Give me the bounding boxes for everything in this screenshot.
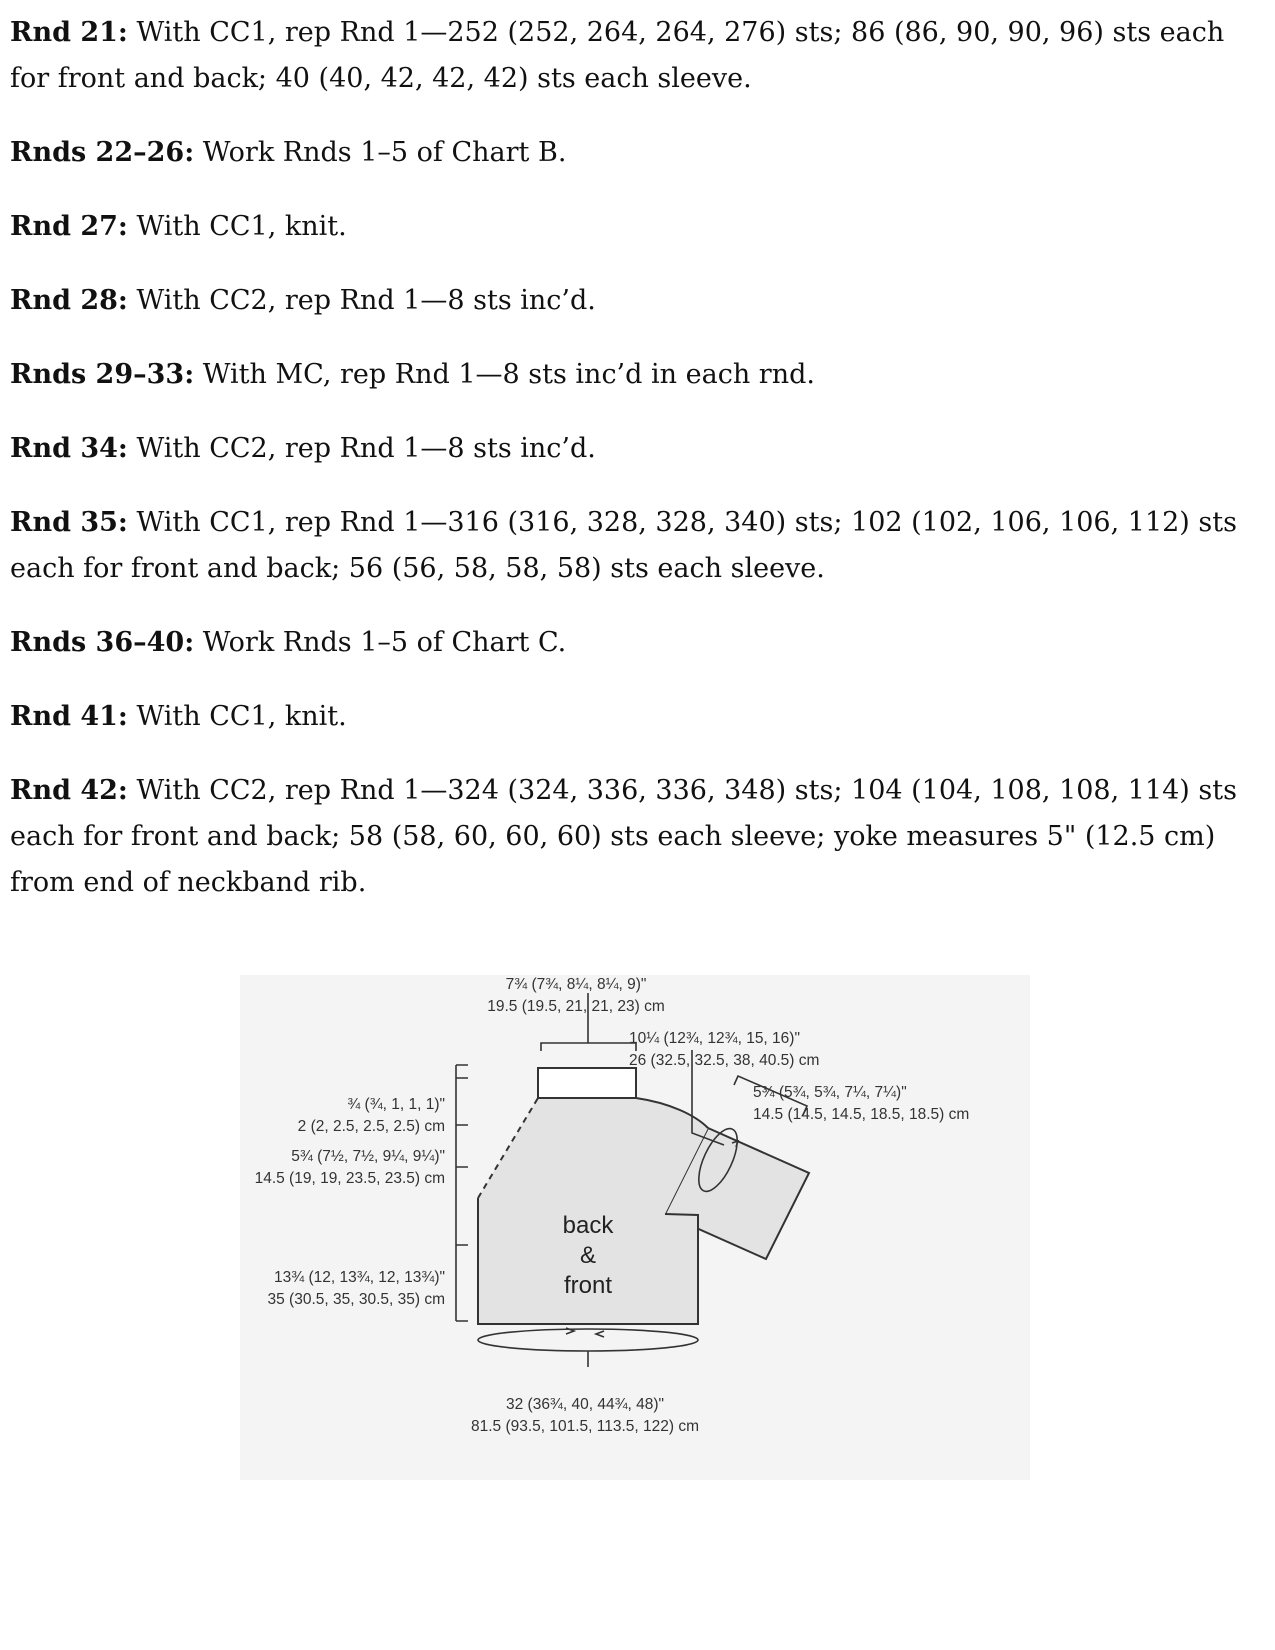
- instruction-label: Rnds 36–40:: [10, 627, 195, 658]
- body-label-front: front: [563, 1272, 613, 1299]
- chest-cm-label: 81.5 (93.5, 101.5, 113.5, 122) cm: [470, 1418, 700, 1435]
- instruction-rnd-35: [10, 500, 1240, 592]
- instruction-text: With MC, rep Rnd 1—8 sts inc’d in each rnd.: [194, 359, 815, 390]
- instruction-label: Rnd 41:: [10, 701, 128, 732]
- neckband-cm-label: 2 (2, 2.5, 2.5, 2.5) cm: [297, 1118, 445, 1135]
- instruction-rnd-27: [10, 204, 1240, 250]
- instruction-text: With CC1, knit.: [127, 701, 347, 732]
- upper-arm-cm-label: 26 (32.5, 32.5, 38, 40.5) cm: [629, 1052, 820, 1069]
- upper-arm-in-label: 10¼ (12¾, 12¾, 15, 16)": [629, 1030, 800, 1047]
- instruction-text: With CC2, rep Rnd 1—8 sts inc’d.: [127, 285, 596, 316]
- sleeve-length-in-label: 5¾ (5¾, 5¾, 7¼, 7¼)": [753, 1084, 907, 1101]
- body-length-in-label: 13¾ (12, 13¾, 12, 13¾)": [274, 1269, 445, 1286]
- body-length-cm-label: 35 (30.5, 35, 30.5, 35) cm: [267, 1291, 445, 1308]
- instruction-rnds-29-33: [10, 352, 1240, 398]
- pattern-instructions: [10, 10, 1240, 934]
- instruction-label: Rnd 21:: [10, 17, 128, 48]
- instruction-rnd-42: [10, 768, 1240, 906]
- body-label-ampersand: &: [579, 1242, 597, 1269]
- neckband-in-label: ¾ (¾, 1, 1, 1)": [347, 1096, 445, 1113]
- instruction-rnd-28: [10, 278, 1240, 324]
- instruction-text: With CC1, rep Rnd 1—252 (252, 264, 264, 276) sts; 86 (86, 90, 90, 96) sts each for front and back; 40 (40, 42, 42, 42) sts each sleeve.: [10, 17, 1225, 94]
- instruction-label: Rnds 22–26:: [10, 137, 195, 168]
- schematic-drawing: [240, 975, 1030, 1480]
- instruction-label: Rnd 28:: [10, 285, 128, 316]
- neck-width-in-label: 7¾ (7¾, 8¼, 8¼, 9)": [505, 976, 647, 993]
- instruction-text: Work Rnds 1–5 of Chart C.: [194, 627, 567, 658]
- instruction-label: Rnd 34:: [10, 433, 128, 464]
- yoke-depth-cm-label: 14.5 (19, 19, 23.5, 23.5) cm: [254, 1170, 445, 1187]
- instruction-text: With CC1, rep Rnd 1—316 (316, 328, 328, 340) sts; 102 (102, 106, 106, 112) sts each for front and back; 56 (56, 58, 58, 58) sts each sleeve.: [10, 507, 1237, 584]
- instruction-label: Rnd 27:: [10, 211, 128, 242]
- instruction-text: Work Rnds 1–5 of Chart B.: [194, 137, 567, 168]
- instruction-rnds-22-26: [10, 130, 1240, 176]
- instruction-rnd-21: [10, 10, 1240, 102]
- neckband-shape: [538, 1068, 636, 1098]
- sweater-schematic: [240, 975, 1030, 1480]
- instruction-rnd-41: [10, 694, 1240, 740]
- instruction-label: Rnd 42:: [10, 775, 128, 806]
- body-label-back: back: [562, 1212, 614, 1239]
- instruction-rnd-34: [10, 426, 1240, 472]
- sleeve-length-cm-label: 14.5 (14.5, 14.5, 18.5, 18.5) cm: [753, 1106, 970, 1123]
- instruction-label: Rnds 29–33:: [10, 359, 195, 390]
- chest-in-label: 32 (36¾, 40, 44¾, 48)": [505, 1396, 665, 1413]
- instruction-rnds-36-40: [10, 620, 1240, 666]
- instruction-label: Rnd 35:: [10, 507, 128, 538]
- instruction-text: With CC2, rep Rnd 1—8 sts inc’d.: [127, 433, 596, 464]
- instruction-text: With CC1, knit.: [127, 211, 347, 242]
- instruction-text: With CC2, rep Rnd 1—324 (324, 336, 336, 348) sts; 104 (104, 108, 108, 114) sts each for front and back; 58 (58, 60, 60, 60) sts each sleeve; yoke measures 5" (12.5 cm) from end of neckband rib.: [10, 775, 1237, 898]
- yoke-depth-in-label: 5¾ (7½, 7½, 9¼, 9¼)": [291, 1148, 445, 1165]
- neck-width-cm-label: 19.5 (19.5, 21, 21, 23) cm: [487, 998, 665, 1015]
